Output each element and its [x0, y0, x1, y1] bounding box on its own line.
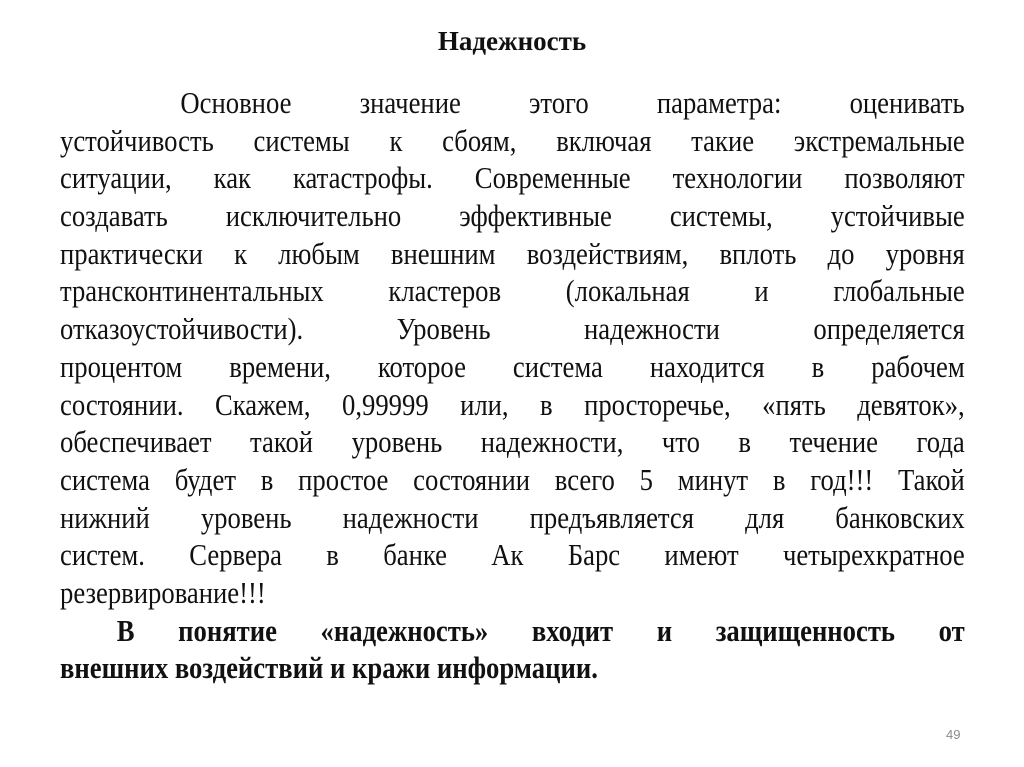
- slide-body: [60, 84, 965, 687]
- text-line: процентом времени, которое система находится в рабочем: [60, 348, 965, 384]
- text-line: нижний уровень надежности предъявляется для банковских: [60, 499, 965, 535]
- text-line: трансконтинентальных кластеров (локальная и глобальные: [60, 273, 965, 309]
- text-line: Основное значение этого параметра: оценивать: [180, 85, 965, 120]
- page-number: 49: [946, 727, 961, 742]
- text-line: отказоустойчивости). Уровень надежности определяется: [60, 311, 965, 347]
- text-line: состоянии. Скажем, 0,99999 или, в просторечье, «пять девяток»,: [60, 386, 965, 422]
- text-line: практически к любым внешним воздействиям, вплоть до уровня: [60, 235, 965, 271]
- text-line: обеспечивает такой уровень надежности, что в течение года: [60, 424, 965, 460]
- text-line: устойчивость системы к сбоям, включая такие экстремальные: [60, 122, 965, 158]
- text-line: резервирование!!!: [60, 574, 266, 610]
- text-line: создавать исключительно эффективные системы, устойчивые: [60, 198, 965, 234]
- slide-title: Надежность: [437, 26, 587, 56]
- bold-text-line: В понятие «надежность» входит и защищенность от: [116, 612, 965, 648]
- bold-text-line: внешних воздействий и кражи информации.: [60, 650, 598, 686]
- text-line: систем. Сервера в банке Ак Барс имеют четырехкратное: [60, 537, 965, 573]
- text-line: система будет в простое состоянии всего 5 минут в год!!! Такой: [60, 461, 965, 497]
- text-line: ситуации, как катастрофы. Современные технологии позволяют: [60, 160, 965, 196]
